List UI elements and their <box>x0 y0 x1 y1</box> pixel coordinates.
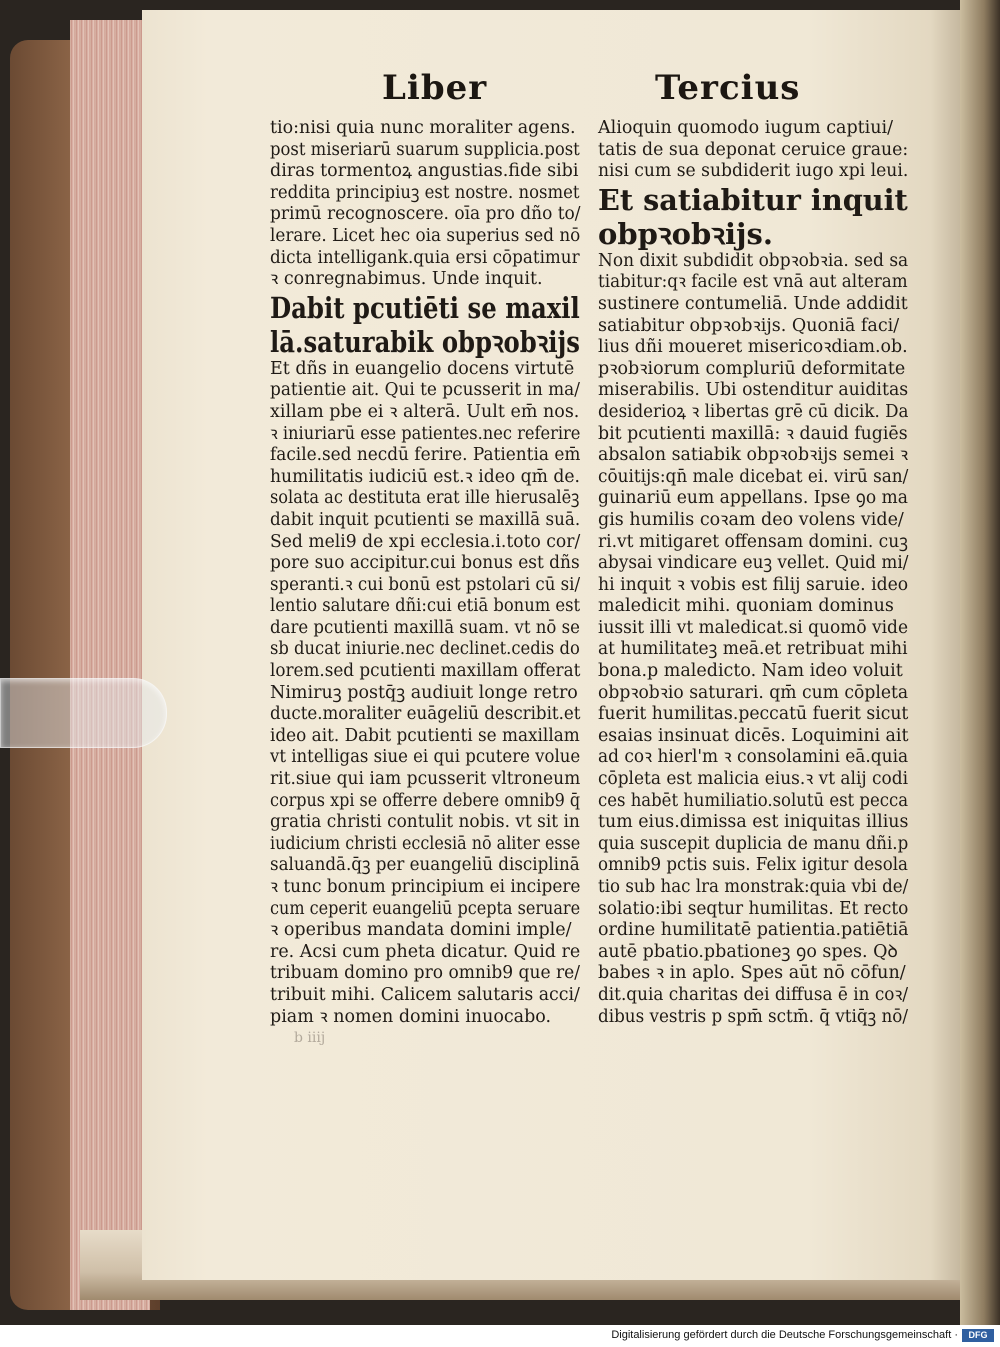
text-line: corpus xpi se offerre debere omnib9 q̄ <box>270 790 581 811</box>
text-line: Non dixit subdidit obpꝛobꝛia. sed sa <box>598 250 909 271</box>
text-line: re. Acsi cum pheta dicatur. Quid re <box>270 941 581 962</box>
text-line: gratia christi contulit nobis. vt sit in <box>270 812 580 833</box>
text-line: cōuitijs:qn̄ male dicebat ei. virū san/ <box>598 466 909 487</box>
funding-credit: Digitalisierung gefördert durch die Deutsche Forschungsgemeinschaft · <box>611 1329 958 1341</box>
signature-mark: b iiij <box>294 1030 326 1046</box>
text-line: rit.siue qui iam pcusserit vltroneum <box>270 769 581 790</box>
text-line: quia suscepit duplicia de manu dñi.p <box>598 833 909 854</box>
text-line: tiabitur:qꝛ facile est vnā aut alteram <box>598 272 908 293</box>
text-line: xillam pbe ei ꝛ alterā. Uult em̄ nos. <box>270 401 580 422</box>
text-line: pore suo accipitur.cui bonus est dñs <box>270 553 580 574</box>
text-line: primū recognoscere. oīa pro dño to/ <box>270 204 581 225</box>
text-line: ꝛ operibus mandata domini imple/ <box>270 920 572 941</box>
text-line: humilitatis iudiciū est.ꝛ ideo qm̄ de. <box>270 466 580 487</box>
text-line: vt intelligas siue ei qui pcutere volue <box>270 747 581 768</box>
text-line: dit.quia charitas dei diffusa ē in coꝛ/ <box>598 984 909 1005</box>
text-line: reddita principiuꝫ est nostre. nosmet <box>270 182 580 203</box>
text-line: pꝛobꝛiorum compluriū deformitate <box>598 358 906 379</box>
text-line: ces habēt humiliatio.solutū est pecca <box>598 790 909 811</box>
text-line: tribuit mihi. Calicem salutaris acci/ <box>270 984 580 1005</box>
text-line: solata ac destituta erat ille hierusalēꝫ <box>270 488 580 509</box>
text-line: facile.sed necdū ferire. Patientia em̄ <box>270 445 581 466</box>
text-line: sustinere contumeliā. Unde addidit <box>598 293 908 314</box>
text-line: ideo ait. Dabit pcutienti se maxillam <box>270 725 580 746</box>
running-head-left: Liber <box>382 68 488 108</box>
book-gutter <box>960 0 1000 1325</box>
text-line: maledicit mihi. quoniam dominus <box>598 596 894 617</box>
text-line: diras tormentoꝝ angustias.fide sibi <box>270 161 579 182</box>
text-line: bona.p maledicto. Nam ideo voluit <box>598 661 903 682</box>
text-line: esaias insinuat dicēs. Loquimini ait <box>598 725 909 746</box>
text-line: abysai vindicare euꝫ vellet. Quid mi/ <box>598 553 909 574</box>
glass-page-weight <box>0 678 167 748</box>
text-line: ꝛ tunc bonum principium ei incipere <box>270 877 581 897</box>
text-line: dibus vestris p spm̄ sctm̄. q̄ vtiq̄ꝫ nō/ <box>598 1006 908 1027</box>
text-line: miserabilis. Ubi ostenditur auiditas <box>598 380 909 401</box>
text-line: nisi cum se subdiderit iugo xpi leui. <box>598 161 909 182</box>
text-line: ducte.moraliter euāgeliū describit.et <box>270 704 581 725</box>
section-heading: obpꝛobꝛijs. <box>598 216 773 251</box>
text-line: Alioquin quomodo iugum captiui/ <box>598 118 894 138</box>
text-line: tio sub hac lra monstrak:quia vbi de/ <box>598 877 909 897</box>
text-line: tio:nisi quia nunc moraliter agens. <box>270 118 576 138</box>
text-line: ad coꝛ hierl'm ꝛ consolamini eā.quia <box>598 747 909 768</box>
text-line: tatis de sua deponat ceruice graue: <box>598 139 909 160</box>
page-fore-edge <box>70 20 150 1310</box>
text-line: post miseriarū suarum supplicia.post <box>270 139 580 160</box>
text-line: absalon satiabik obpꝛobꝛijs semei ꝛ <box>598 445 909 466</box>
text-line: saluandā.q̄ꝫ per euangeliū disciplinā <box>270 855 580 876</box>
section-heading: Dabit pcutiēti se maxil <box>270 290 580 325</box>
text-line: ꝛ conregnabimus. Unde inquit. <box>270 269 543 290</box>
text-line: solatio:ibi seqtur humilitas. Et recto <box>598 898 909 919</box>
text-line: satiabitur obpꝛobꝛijs. Quoniā faci/ <box>598 315 900 336</box>
section-heading: Et satiabitur inquit <box>598 182 908 217</box>
text-line: dicta intelligank.quia ersi cōpatimur <box>270 247 580 268</box>
text-line: iussit illi vt maledicat.si quomō vide <box>598 617 909 638</box>
text-line: iudicium christi ecclesiā nō aliter esse <box>270 833 581 854</box>
text-line: guinariū eum appellans. Ipse ꝯo ma <box>598 488 908 509</box>
text-line: lius dñi moueret misericoꝛdiam.ob. <box>598 337 908 358</box>
text-line: Sed meli9 de xpi ecclesia.i.toto cor/ <box>270 531 581 552</box>
text-line: lentio salutare dñi:cui etiā bonum est <box>270 596 581 617</box>
text-line: babes ꝛ in aplo. Spes aūt nō cōfun/ <box>598 963 906 984</box>
text-line: patientie ait. Qui te pcusserit in ma/ <box>270 380 580 401</box>
text-line: obpꝛobꝛio saturari. qm̄ cum cōpleta <box>598 682 909 703</box>
text-line: cōpleta est malicia eius.ꝛ vt alij codi <box>598 769 909 790</box>
text-line: autē pbatio.pbationeꝫ ꝯo spes. Qꝺ <box>598 941 898 962</box>
digitization-footer <box>0 1325 1000 1347</box>
text-line: dare pcutienti maxillā suam. vt nō se <box>270 617 580 638</box>
text-line: tum eius.dimissa est iniquitas illius <box>598 812 909 833</box>
text-line: bit pcutienti maxillā: ꝛ dauid fugiēs <box>598 423 908 444</box>
text-line: Nimiruꝫ postq̄ꝫ audiuit longe retro <box>270 682 578 703</box>
text-line: hi inquit ꝛ vobis est filij saruie. ideo <box>598 574 909 595</box>
text-line: ordine humilitatē patientia.patiētiā <box>598 920 909 941</box>
text-line: lorem.sed pcutienti maxillam offerat <box>270 661 581 682</box>
text-line: ꝛ iniuriarū esse patientes.nec referire <box>270 423 581 444</box>
text-line: omnib9 pctis suis. Felix igitur desola <box>598 855 908 876</box>
text-line: speranti.ꝛ cui bonū est pstolari cū si/ <box>270 574 581 595</box>
text-line: fuerit humilitas.peccatū fuerit sicut <box>598 704 909 725</box>
section-heading: lā.saturabik obpꝛobꝛijs <box>270 324 580 359</box>
text-line: piam ꝛ nomen domini inuocabo. <box>270 1006 552 1027</box>
dfg-logo: DFG <box>962 1329 994 1342</box>
text-column-right <box>598 118 908 1028</box>
text-line: lerare. Licet hec oia superius sed nō <box>270 225 581 246</box>
text-line: at humilitateꝫ meā.et retribuat mihi <box>598 639 908 660</box>
text-line: desiderioꝝ ꝛ libertas grē cū dicik. Da <box>598 401 909 422</box>
text-line: dabit inquit pcutienti se maxillā suā. <box>270 509 581 530</box>
text-line: cum ceperit euangeliū pcepta seruare <box>270 898 581 919</box>
text-line: Et dñs in euangelio docens virtutē <box>270 358 575 379</box>
text-line: gis humilis coꝛam deo volens vide/ <box>598 509 904 530</box>
text-column-left <box>270 118 580 1028</box>
text-line: sb ducat iniurie.nec declinet.cedis do <box>270 639 580 660</box>
running-head-right: Tercius <box>655 68 801 108</box>
text-line: tribuam domino pro omnib9 que re/ <box>270 963 580 984</box>
text-line: ri.vt mitigaret offensam domini. cuꝫ <box>598 531 908 552</box>
